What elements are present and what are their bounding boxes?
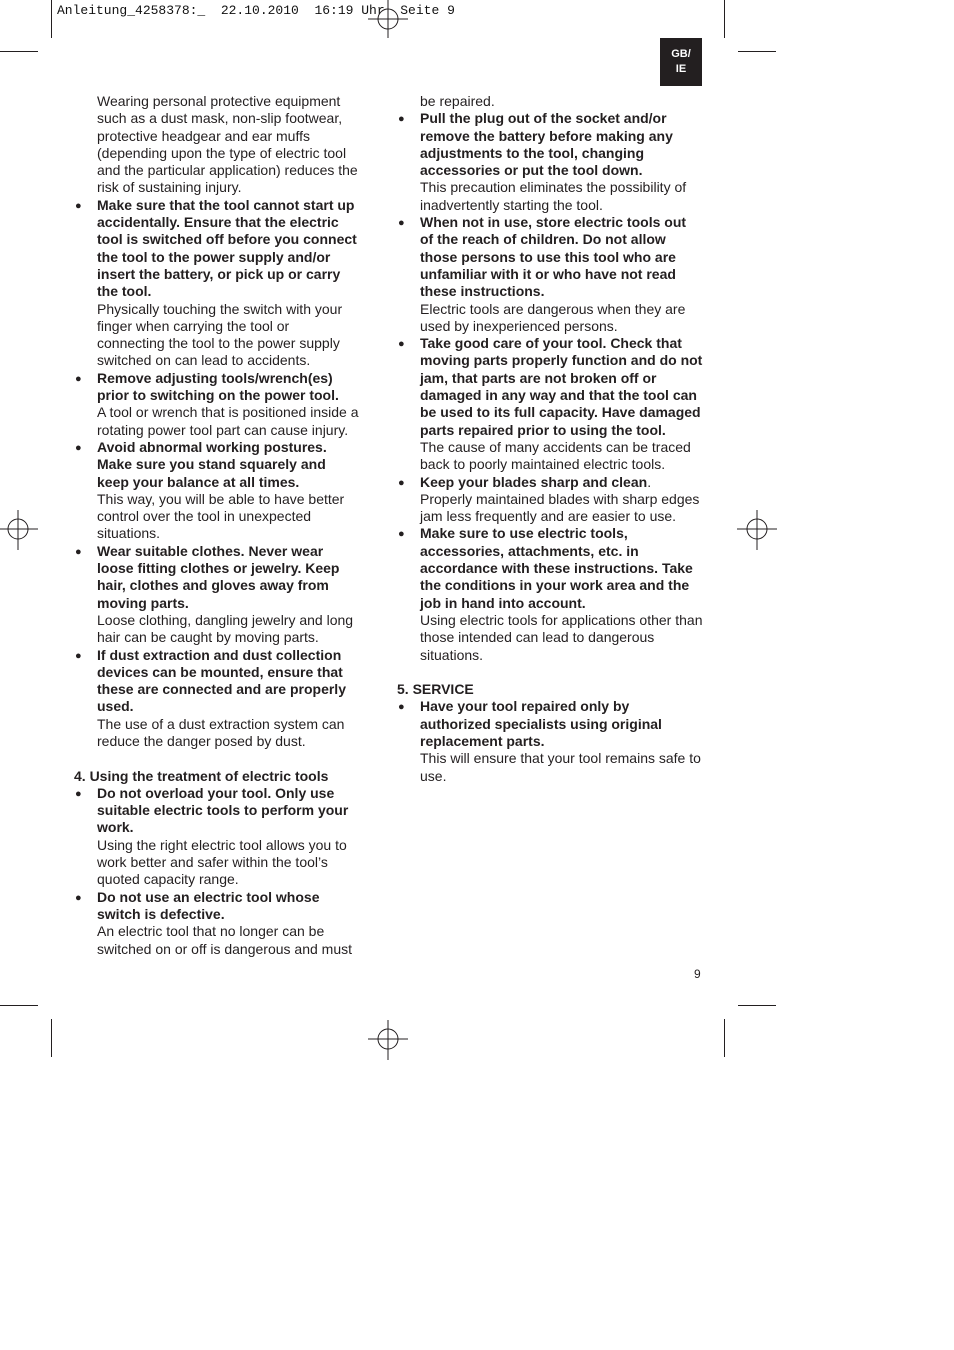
item-heading: Wear suitable clothes. Never wear loose fitting clothes or jewelry. Keep hair, clothes and gloves away from moving parts. xyxy=(97,542,340,611)
list-item xyxy=(397,525,703,663)
registration-mark-icon xyxy=(0,510,40,550)
item-heading: Have your tool repaired only by authorized specialists using original replacement parts. xyxy=(420,698,662,749)
crop-mark-bottom-right-v xyxy=(724,1019,725,1057)
crop-mark-bottom-right-h xyxy=(738,1005,776,1006)
crop-mark-bottom-left-v xyxy=(51,1019,52,1057)
intro-paragraph: Wearing personal protective equipment such as a dust mask, non-slip footwear, protective headgear and ear muffs (depending upon the type of electric tool and the particular application) reduces the risk of sustaining injury. xyxy=(97,93,358,196)
list-item xyxy=(397,214,703,335)
crop-mark-top-left-v xyxy=(51,0,52,38)
item-heading: Remove adjusting tools/wrench(es) prior to switching on the power tool. xyxy=(97,369,339,404)
bullet-icon: ● xyxy=(398,476,405,489)
item-heading-suffix: . xyxy=(647,473,652,490)
section-5-title: 5. SERVICE xyxy=(397,681,474,698)
item-body: A tool or wrench that is positioned inside a rotating power tool part can cause injury. xyxy=(97,404,359,438)
item-heading: If dust extraction and dust collection devices can be mounted, ensure that these are connected and are properly used. xyxy=(97,646,346,715)
bullet-icon: ● xyxy=(398,338,405,351)
list-item xyxy=(74,197,360,370)
spacer xyxy=(397,664,703,681)
continuation-text: be repaired. xyxy=(420,93,495,109)
list-item xyxy=(74,370,360,439)
item-heading: Do not overload your tool. Only use suitable electric tools to perform your work. xyxy=(97,784,349,836)
language-tab xyxy=(660,38,702,86)
item-body: Physically touching the switch with your finger when carrying the tool or connecting the tool to the power supply switched on can lead to accidents. xyxy=(97,300,343,369)
item-body: Using electric tools for applications other than those intended can lead to dangerous situations. xyxy=(420,611,703,663)
section-4-title: 4. Using the treatment of electric tools xyxy=(74,767,329,784)
item-body: This way, you will be able to have better control over the tool in unexpected situations. xyxy=(97,490,345,542)
crop-mark-top-right-h xyxy=(738,51,776,52)
item-heading: Make sure that the tool cannot start up accidentally. Ensure that the electric tool is switched off before you connect the tool to the power supply and/or insert the battery, or pick up or carry the tool. xyxy=(97,196,357,300)
bullet-icon: ● xyxy=(398,217,405,230)
printer-slug: Anleitung_4258378:_ 22.10.2010 16:19 Uhr Seite 9 xyxy=(57,3,455,18)
crop-mark-top-left-h xyxy=(0,51,38,52)
registration-mark-icon xyxy=(368,1020,408,1060)
list-item xyxy=(397,698,703,784)
bullet-icon: ● xyxy=(75,787,82,800)
item-body: This will ensure that your tool remains safe to use. xyxy=(420,750,701,784)
spacer xyxy=(74,750,360,767)
list-item xyxy=(397,110,703,214)
item-heading: Keep your blades sharp and clean xyxy=(420,473,648,490)
bullet-icon: ● xyxy=(75,441,82,454)
item-body: The cause of many accidents can be traced back to poorly maintained electric tools. xyxy=(420,438,691,473)
list-item xyxy=(397,474,703,526)
left-column xyxy=(74,93,360,958)
item-heading: When not in use, store electric tools out of the reach of children. Do not allow those persons to use this tool who are unfamiliar with it or who have not read these instructions. xyxy=(420,214,687,300)
bullet-icon: ● xyxy=(75,891,82,904)
list-item xyxy=(74,785,360,889)
item-heading: Make sure to use electric tools, accessories, attachments, etc. in accordance with these instructions. Take the conditions in your work area and the job in hand into account. xyxy=(420,525,693,611)
crop-mark-top-right-v xyxy=(724,0,725,38)
bullet-icon: ● xyxy=(75,649,82,662)
item-heading-line xyxy=(420,474,703,491)
bullet-icon: ● xyxy=(398,528,405,541)
item-body: Loose clothing, dangling jewelry and long hair can be caught by moving parts. xyxy=(97,611,354,646)
item-heading: Take good care of your tool. Check that moving parts properly function and do not jam, that parts are not broken off or damaged in any way and that the tool can be used to its full capacity. Have damaged parts repaired prior to using the tool. xyxy=(420,335,703,438)
item-body: Electric tools are dangerous when they are used by inexperienced persons. xyxy=(420,300,686,334)
item-body: An electric tool that no longer can be switched on or off is dangerous and must xyxy=(97,923,353,957)
page-number: 9 xyxy=(694,967,701,981)
item-body: The use of a dust extraction system can reduce the danger posed by dust. xyxy=(97,715,345,749)
bullet-icon: ● xyxy=(75,199,82,212)
item-body: This precaution eliminates the possibility of inadvertently starting the tool. xyxy=(420,179,687,213)
item-body: Properly maintained blades with sharp edges jam less frequently and are easier to use. xyxy=(420,490,700,525)
right-column xyxy=(397,93,703,785)
list-item xyxy=(74,439,360,543)
list-item xyxy=(397,335,703,473)
language-tab-line-1: GB/ xyxy=(671,48,691,60)
bullet-icon: ● xyxy=(398,701,405,714)
bullet-icon: ● xyxy=(398,113,405,126)
language-tab-line-2: IE xyxy=(675,63,687,75)
bullet-icon: ● xyxy=(75,545,82,558)
list-item xyxy=(74,647,360,751)
item-heading: Do not use an electric tool whose switch is defective. xyxy=(97,888,320,922)
list-item xyxy=(74,889,360,958)
registration-mark-icon xyxy=(368,0,408,40)
list-item xyxy=(74,543,360,647)
crop-mark-bottom-left-h xyxy=(0,1005,38,1006)
item-heading: Avoid abnormal working postures. Make sure you stand squarely and keep your balance at all times. xyxy=(97,438,327,490)
bullet-icon: ● xyxy=(75,372,82,385)
item-heading: Pull the plug out of the socket and/or remove the battery before making any adjustments to the tool, changing accessories or put the tool down. xyxy=(420,110,673,179)
item-body: Using the right electric tool allows you to work better and safer within the tool’s quoted capacity range. xyxy=(97,836,347,888)
registration-mark-icon xyxy=(737,510,777,550)
